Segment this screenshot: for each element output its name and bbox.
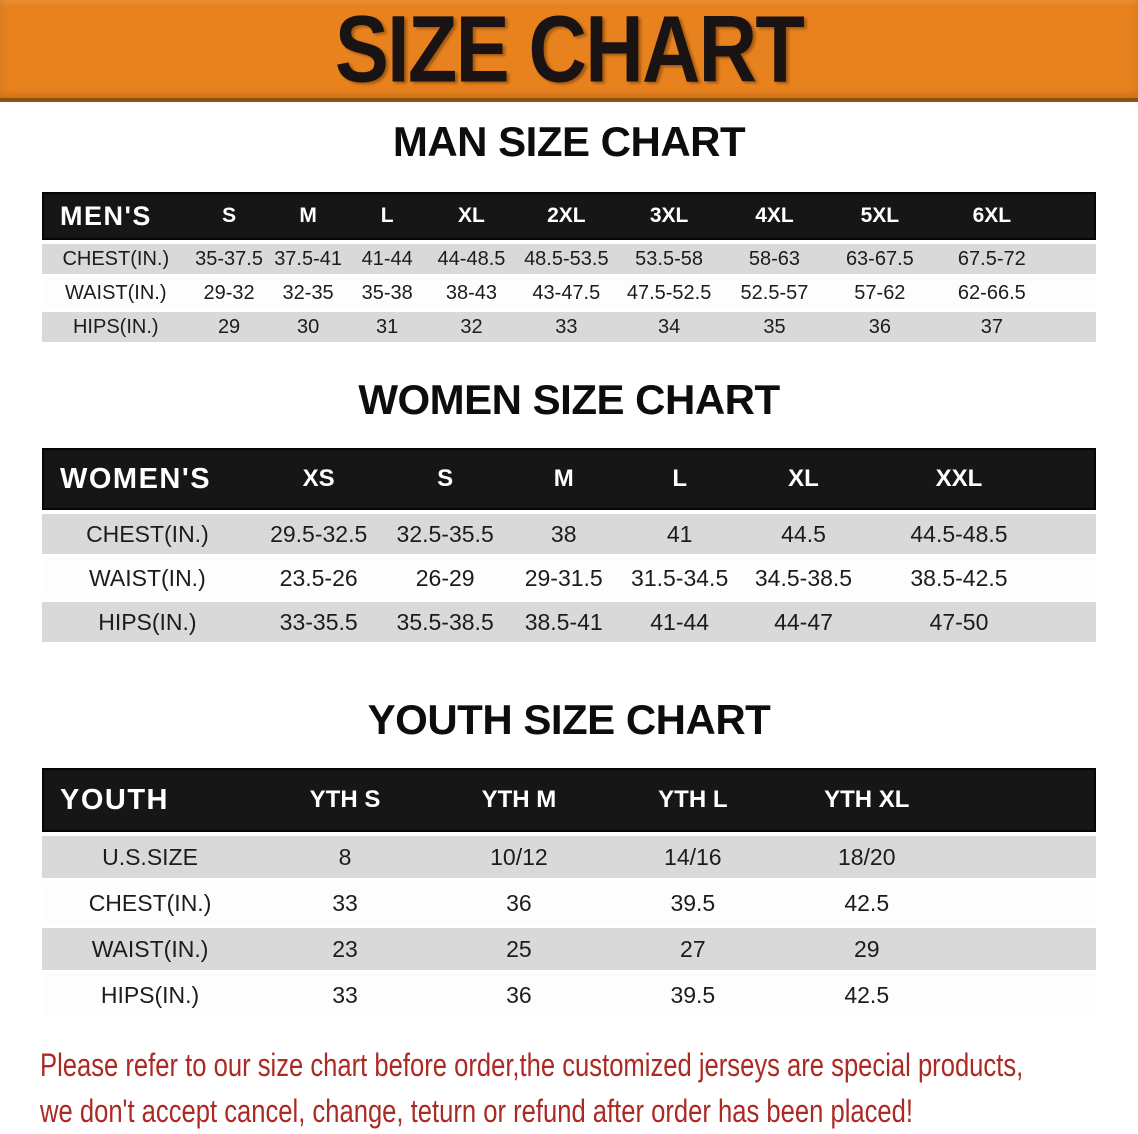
table-cell: 52.5-57: [722, 278, 827, 308]
table-cell: 35: [722, 312, 827, 342]
row-label: HIPS(IN.): [42, 312, 190, 342]
table-row: [42, 836, 1096, 878]
table-cell: 36: [827, 312, 932, 342]
row-label: HIPS(IN.): [42, 974, 258, 1016]
table-cell: 36: [432, 882, 606, 924]
table-row: [42, 278, 1096, 308]
table-cell: 29-32: [190, 278, 269, 308]
table-cell: [1049, 558, 1096, 598]
women-size-chart-heading-text: WOMEN SIZE CHART: [358, 376, 780, 423]
row-label: U.S.SIZE: [42, 836, 258, 878]
table-row: [42, 974, 1096, 1016]
size-column-header: YTH L: [606, 768, 780, 832]
size-column-header: XS: [253, 448, 385, 510]
size-column-header: 2XL: [516, 192, 616, 240]
table-cell: 44-47: [738, 602, 870, 642]
size-column-header: [1049, 448, 1096, 510]
table-cell: [1051, 312, 1096, 342]
table-cell: 14/16: [606, 836, 780, 878]
table-cell: 33: [258, 974, 432, 1016]
table-cell: 33-35.5: [253, 602, 385, 642]
youth-size-table: [42, 764, 1096, 1020]
table-cell: 23.5-26: [253, 558, 385, 598]
row-label: CHEST(IN.): [42, 882, 258, 924]
table-cell: [1051, 278, 1096, 308]
table-cell: 36: [432, 974, 606, 1016]
size-column-header: 3XL: [616, 192, 721, 240]
table-cell: 34.5-38.5: [738, 558, 870, 598]
table-cell: 32: [427, 312, 517, 342]
table-cell: 41-44: [348, 244, 427, 274]
disclaimer: [40, 1042, 1138, 1134]
table-cell: [954, 836, 1096, 878]
table-cell: 23: [258, 928, 432, 970]
table-cell: 35.5-38.5: [385, 602, 506, 642]
size-column-header: XL: [427, 192, 517, 240]
row-label: WAIST(IN.): [42, 928, 258, 970]
table-cell: 34: [616, 312, 721, 342]
table-header-row: [42, 448, 1096, 510]
youth-size-chart-heading-text: YOUTH SIZE CHART: [367, 696, 771, 743]
table-row: [42, 312, 1096, 342]
table-cell: 62-66.5: [933, 278, 1052, 308]
row-label: WAIST(IN.): [42, 558, 253, 598]
size-column-header: [1051, 192, 1096, 240]
size-column-header: YTH XL: [780, 768, 954, 832]
table-cell: 37: [933, 312, 1052, 342]
table-cell: 38.5-41: [506, 602, 622, 642]
table-row: [42, 882, 1096, 924]
table-cell: 67.5-72: [933, 244, 1052, 274]
disclaimer-line-1: Please refer to our size chart before order,the customized jerseys are special products,: [40, 1047, 1024, 1083]
table-cell: 38-43: [427, 278, 517, 308]
table-cell: 26-29: [385, 558, 506, 598]
women-size-chart-heading: [0, 378, 1138, 422]
size-chart-banner: [0, 0, 1138, 102]
table-cell: 10/12: [432, 836, 606, 878]
table-cell: 32.5-35.5: [385, 514, 506, 554]
man-size-chart-heading: [0, 120, 1138, 164]
youth-size-chart-heading: [0, 698, 1138, 742]
table-cell: 42.5: [780, 882, 954, 924]
women-size-table: [42, 444, 1096, 646]
table-cell: 38.5-42.5: [869, 558, 1048, 598]
table-header-row: [42, 768, 1096, 832]
size-chart-title: SIZE CHART: [334, 0, 804, 102]
table-cell: 37.5-41: [269, 244, 348, 274]
table-cell: 63-67.5: [827, 244, 932, 274]
table-header-label: YOUTH: [42, 768, 258, 832]
size-column-header: L: [348, 192, 427, 240]
size-column-header: XXL: [869, 448, 1048, 510]
table-cell: 29.5-32.5: [253, 514, 385, 554]
table-cell: 42.5: [780, 974, 954, 1016]
row-label: WAIST(IN.): [42, 278, 190, 308]
size-column-header: S: [190, 192, 269, 240]
table-cell: [1049, 514, 1096, 554]
table-cell: 18/20: [780, 836, 954, 878]
table-row: [42, 928, 1096, 970]
men-size-table: [42, 188, 1096, 346]
man-size-chart-heading-text: MAN SIZE CHART: [392, 118, 746, 165]
table-cell: 44-48.5: [427, 244, 517, 274]
table-cell: 39.5: [606, 882, 780, 924]
table-cell: 58-63: [722, 244, 827, 274]
table-cell: 39.5: [606, 974, 780, 1016]
size-column-header: YTH M: [432, 768, 606, 832]
table-cell: 35-37.5: [190, 244, 269, 274]
disclaimer-line-2: we don't accept cancel, change, teturn or refund after order has been placed!: [40, 1093, 913, 1129]
table-cell: 27: [606, 928, 780, 970]
table-cell: [954, 974, 1096, 1016]
table-row: [42, 514, 1096, 554]
row-label: CHEST(IN.): [42, 514, 253, 554]
table-cell: 8: [258, 836, 432, 878]
table-cell: 43-47.5: [516, 278, 616, 308]
table-cell: 31: [348, 312, 427, 342]
table-cell: [954, 928, 1096, 970]
size-column-header: M: [269, 192, 348, 240]
size-column-header: L: [622, 448, 738, 510]
table-cell: 41-44: [622, 602, 738, 642]
size-column-header: XL: [738, 448, 870, 510]
table-cell: [1049, 602, 1096, 642]
table-row: [42, 558, 1096, 598]
table-cell: [954, 882, 1096, 924]
table-cell: 44.5: [738, 514, 870, 554]
table-cell: 53.5-58: [616, 244, 721, 274]
table-header-row: [42, 192, 1096, 240]
table-cell: 48.5-53.5: [516, 244, 616, 274]
table-cell: 29: [190, 312, 269, 342]
table-cell: [1051, 244, 1096, 274]
table-cell: 35-38: [348, 278, 427, 308]
size-column-header: [954, 768, 1096, 832]
table-cell: 33: [516, 312, 616, 342]
table-cell: 47.5-52.5: [616, 278, 721, 308]
size-column-header: M: [506, 448, 622, 510]
table-header-label: WOMEN'S: [42, 448, 253, 510]
size-column-header: S: [385, 448, 506, 510]
size-column-header: YTH S: [258, 768, 432, 832]
table-cell: 29-31.5: [506, 558, 622, 598]
size-column-header: 5XL: [827, 192, 932, 240]
table-cell: 30: [269, 312, 348, 342]
table-cell: 44.5-48.5: [869, 514, 1048, 554]
table-row: [42, 244, 1096, 274]
table-row: [42, 602, 1096, 642]
table-header-label: MEN'S: [42, 192, 190, 240]
size-column-header: 4XL: [722, 192, 827, 240]
table-cell: 25: [432, 928, 606, 970]
table-cell: 32-35: [269, 278, 348, 308]
size-column-header: 6XL: [933, 192, 1052, 240]
table-cell: 29: [780, 928, 954, 970]
table-cell: 38: [506, 514, 622, 554]
row-label: CHEST(IN.): [42, 244, 190, 274]
table-cell: 57-62: [827, 278, 932, 308]
table-cell: 33: [258, 882, 432, 924]
table-cell: 31.5-34.5: [622, 558, 738, 598]
table-cell: 41: [622, 514, 738, 554]
table-cell: 47-50: [869, 602, 1048, 642]
row-label: HIPS(IN.): [42, 602, 253, 642]
